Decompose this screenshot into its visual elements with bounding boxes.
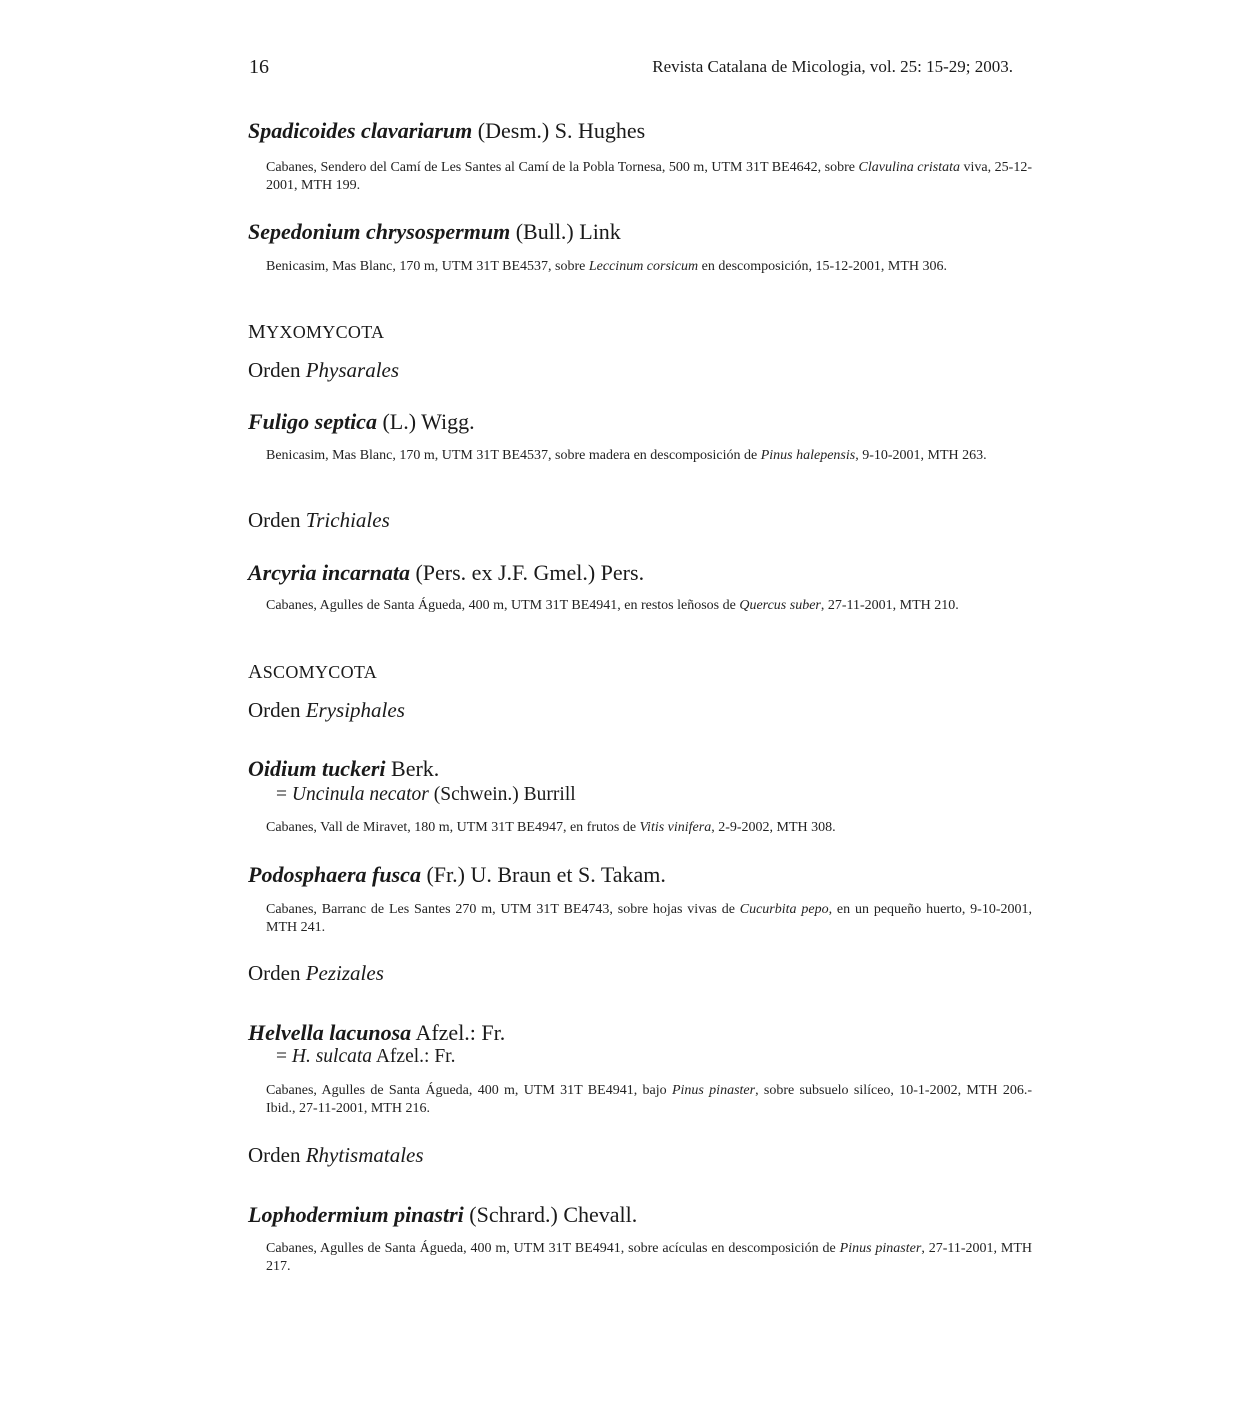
species-name: Arcyria incarnata <box>248 560 410 585</box>
phylum-heading <box>248 661 377 684</box>
collection-record <box>266 1082 1032 1118</box>
order-word: Orden <box>248 508 301 532</box>
order-word: Orden <box>248 1143 301 1167</box>
record-host: Pinus pinaster <box>671 1083 756 1098</box>
record-text: Cabanes, Sendero del Camí de Les Santes al Camí de la Pobla Tornesa, 500 m, UTM 31T BE4642, sobre <box>266 160 859 175</box>
record-text: , 2-9-2002, MTH 308. <box>711 820 836 835</box>
order-word: Orden <box>248 358 301 382</box>
record-host: Leccinum corsicum <box>588 259 699 274</box>
species-name: Fuligo septica <box>248 409 377 434</box>
species-author: Afzel.: Fr. <box>415 1020 506 1045</box>
order-heading <box>248 961 384 986</box>
record-text: Cabanes, Vall de Miravet, 180 m, UTM 31T BE4947, en frutos de <box>266 820 640 835</box>
order-heading <box>248 358 399 383</box>
species-author: (Desm.) S. Hughes <box>477 118 646 143</box>
record-text: , 27-11-2001, MTH 210. <box>820 598 959 613</box>
record-text: Cabanes, Barranc de Les Santes 270 m, UTM 31T BE4743, sobre hojas vivas de <box>266 902 740 917</box>
order-name: Pezizales <box>305 961 384 985</box>
order-word: Orden <box>248 961 301 985</box>
species-name: Sepedonium chrysospermum <box>248 219 511 244</box>
species-heading <box>248 756 439 782</box>
collection-record <box>266 447 1032 465</box>
species-name: Podosphaera fusca <box>248 862 421 887</box>
record-host: Pinus pinaster <box>839 1241 922 1256</box>
order-name: Trichiales <box>305 508 390 532</box>
species-author: (L.) Wigg. <box>382 409 475 434</box>
synonym-prefix: = <box>276 1046 292 1067</box>
species-name: Oidium tuckeri <box>248 756 386 781</box>
order-name: Erysiphales <box>305 698 405 722</box>
record-text: , 9-10-2001, MTH 263. <box>855 448 987 463</box>
record-text: Cabanes, Agulles de Santa Águeda, 400 m, UTM 31T BE4941, sobre acículas en descomposición de <box>266 1241 840 1256</box>
phylum-heading <box>248 321 384 344</box>
collection-record <box>266 159 1032 195</box>
collection-record <box>266 819 1032 837</box>
species-name: Helvella lacunosa <box>248 1020 412 1045</box>
synonym-line <box>276 1045 455 1069</box>
species-heading <box>248 219 621 245</box>
order-name: Physarales <box>305 358 400 382</box>
synonym-author: (Schwein.) Burrill <box>428 784 576 805</box>
species-heading <box>248 409 475 435</box>
record-text: , sobre subsuelo silíceo, 10-1-2002, MTH 206.- Ibid., 27-11-2001, MTH 216. <box>266 1083 1033 1116</box>
record-text: en descomposición, 15-12-2001, MTH 306. <box>698 259 947 274</box>
page-number: 16 <box>249 56 269 78</box>
order-word: Orden <box>248 698 301 722</box>
record-text: viva, 25-12-2001, MTH 199. <box>266 160 1032 193</box>
synonym-name: Uncinula necator <box>291 784 429 805</box>
species-heading <box>248 862 666 888</box>
species-heading <box>248 1202 637 1228</box>
record-host: Clavulina cristata <box>858 160 961 175</box>
record-host: Pinus halepensis <box>760 448 856 463</box>
phylum-initial: A <box>248 661 263 683</box>
record-text: Cabanes, Agulles de Santa Águeda, 400 m, UTM 31T BE4941, en restos leñosos de <box>266 598 740 613</box>
collection-record <box>266 597 1032 615</box>
phylum-rest: SCOMYCOTA <box>262 662 378 682</box>
order-heading <box>248 508 390 533</box>
species-author: (Schrard.) Chevall. <box>469 1202 638 1227</box>
collection-record <box>266 258 1032 276</box>
record-text: , 27-11-2001, MTH 217. <box>266 1241 1033 1274</box>
order-name: Rhytismatales <box>305 1143 424 1167</box>
record-text: Cabanes, Agulles de Santa Águeda, 400 m, UTM 31T BE4941, bajo <box>266 1083 672 1098</box>
species-heading <box>248 1020 505 1046</box>
record-host: Quercus suber <box>739 598 821 613</box>
species-heading <box>248 560 644 586</box>
species-heading <box>248 118 645 144</box>
phylum-rest: YXOMYCOTA <box>266 322 385 342</box>
species-author: Berk. <box>391 756 440 781</box>
collection-record <box>266 1240 1032 1276</box>
synonym-name: H. sulcata <box>291 1046 373 1067</box>
synonym-prefix: = <box>276 784 292 805</box>
running-head: Revista Catalana de Micologia, vol. 25: 15-29; 2003. <box>652 57 1013 76</box>
species-name: Lophodermium pinastri <box>248 1202 464 1227</box>
species-author: (Bull.) Link <box>515 219 621 244</box>
synonym-line <box>276 783 576 807</box>
record-text: Benicasim, Mas Blanc, 170 m, UTM 31T BE4537, sobre <box>266 259 589 274</box>
record-text: , en un pequeño huerto, 9-10-2001, MTH 241. <box>266 902 1033 935</box>
species-name: Spadicoides clavariarum <box>248 118 473 143</box>
record-host: Cucurbita pepo <box>739 902 829 917</box>
record-text: Benicasim, Mas Blanc, 170 m, UTM 31T BE4537, sobre madera en descomposición de <box>266 448 761 463</box>
species-author: (Pers. ex J.F. Gmel.) Pers. <box>415 560 645 585</box>
synonym-author: Afzel.: Fr. <box>372 1046 456 1067</box>
record-host: Vitis vinifera <box>639 820 712 835</box>
collection-record <box>266 901 1032 937</box>
order-heading <box>248 1143 424 1168</box>
phylum-initial: M <box>248 321 267 343</box>
order-heading <box>248 698 405 723</box>
species-author: (Fr.) U. Braun et S. Takam. <box>426 862 666 887</box>
